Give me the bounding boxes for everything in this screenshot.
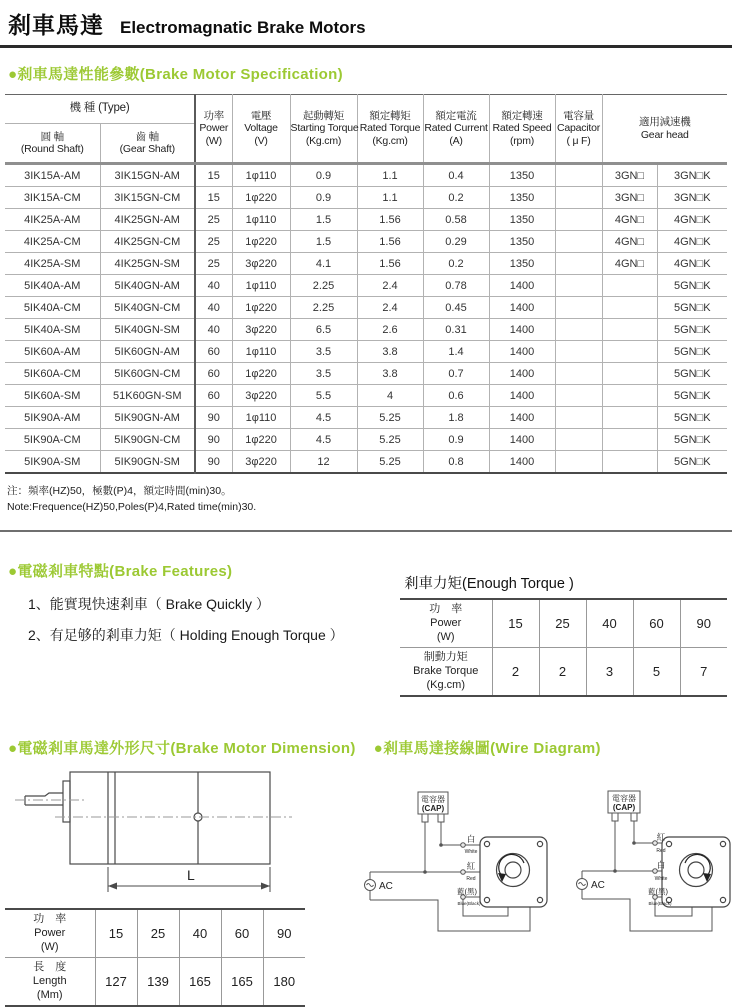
table-cell — [555, 253, 602, 275]
table-cell — [555, 275, 602, 297]
table-cell: 5.25 — [357, 451, 423, 474]
table-cell: 3 — [586, 647, 633, 696]
table-cell: 5GN□K — [657, 407, 727, 429]
table-cell: 60 — [633, 599, 680, 648]
col-header-voltage: 電壓 Voltage (V) — [232, 95, 290, 164]
table-cell — [555, 231, 602, 253]
table-row — [5, 209, 727, 231]
table-cell: 1φ110 — [232, 164, 290, 187]
row-label-brake-torque: 制動力矩 Brake Torque (Kg.cm) — [400, 647, 492, 696]
table-cell: 0.9 — [423, 429, 489, 451]
table-cell: 1350 — [489, 164, 555, 187]
table-cell: 6.5 — [290, 319, 357, 341]
table-cell: 1350 — [489, 187, 555, 209]
table-cell: 0.6 — [423, 385, 489, 407]
table-cell: 1350 — [489, 253, 555, 275]
table-cell: 1φ220 — [232, 187, 290, 209]
table-cell: 3.5 — [290, 341, 357, 363]
col-header-power: 功率 Power (W) — [195, 95, 232, 164]
table-cell: 4GN□ — [602, 209, 657, 231]
table-cell: 4IK25GN-SM — [100, 253, 195, 275]
table-cell: 3GN□K — [657, 164, 727, 187]
table-cell: 5IK90A-AM — [5, 407, 100, 429]
table-cell: 3.5 — [290, 363, 357, 385]
table-cell: 1.8 — [423, 407, 489, 429]
table-row — [5, 407, 727, 429]
table-cell: 60 — [195, 385, 232, 407]
col-header-rated-torque: 額定轉矩 Rated Torque (Kg.cm) — [357, 95, 423, 164]
ac-label: AC — [591, 879, 605, 891]
table-cell: 0.31 — [423, 319, 489, 341]
table-cell — [602, 385, 657, 407]
table-cell — [555, 341, 602, 363]
col-header-rated-current: 額定電流 Rated Current (A) — [423, 95, 489, 164]
table-cell: 139 — [137, 957, 179, 1006]
table-cell: 5.25 — [357, 429, 423, 451]
table-cell: 2 — [539, 647, 586, 696]
table-cell — [602, 407, 657, 429]
table-cell: 1400 — [489, 407, 555, 429]
table-cell: 1400 — [489, 341, 555, 363]
table-cell: 5IK60GN-AM — [100, 341, 195, 363]
table-row — [5, 957, 305, 1006]
section-heading-wire: ●剎車馬達接線圖(Wire Diagram) — [373, 739, 601, 757]
table-cell: 4IK25A-AM — [5, 209, 100, 231]
table-cell: 2.6 — [357, 319, 423, 341]
table-cell: 5IK60A-SM — [5, 385, 100, 407]
table-cell: 2.4 — [357, 275, 423, 297]
table-cell: 1φ110 — [232, 275, 290, 297]
table-cell: 5GN□K — [657, 297, 727, 319]
section-heading-dimension: ●電磁剎車馬達外形尺寸(Brake Motor Dimension) — [8, 739, 356, 757]
table-cell: 5IK40A-CM — [5, 297, 100, 319]
table-cell: 4.1 — [290, 253, 357, 275]
table-cell: 5IK90GN-CM — [100, 429, 195, 451]
col-header-rated-speed: 額定轉速 Rated Speed (rpm) — [489, 95, 555, 164]
table-cell: 5GN□K — [657, 275, 727, 297]
table-cell: 1.4 — [423, 341, 489, 363]
row-label-power: 功 率 Power (W) — [400, 599, 492, 648]
table-cell: 40 — [195, 275, 232, 297]
table-cell: 1.56 — [357, 231, 423, 253]
table-row — [5, 297, 727, 319]
table-cell — [602, 319, 657, 341]
table-cell: 1.1 — [357, 164, 423, 187]
table-cell: 3GN□ — [602, 187, 657, 209]
table-row — [5, 341, 727, 363]
table-cell: 5IK90GN-AM — [100, 407, 195, 429]
table-cell: 1350 — [489, 231, 555, 253]
table-row — [5, 187, 727, 209]
table-cell — [555, 164, 602, 187]
table-cell: 4.5 — [290, 407, 357, 429]
table-cell: 1350 — [489, 209, 555, 231]
table-row — [5, 319, 727, 341]
table-cell: 3φ220 — [232, 319, 290, 341]
table-cell: 0.2 — [423, 253, 489, 275]
cap-label-en: (CAP) — [612, 802, 636, 812]
table-cell: 1φ220 — [232, 363, 290, 385]
table-cell: 0.9 — [290, 164, 357, 187]
table-cell: 4GN□ — [602, 231, 657, 253]
row-label-power: 功 率 Power (W) — [5, 909, 95, 958]
torque-table-title: 剎車力矩(Enough Torque ) — [404, 575, 574, 592]
junction-dot — [632, 841, 636, 845]
table-cell — [555, 187, 602, 209]
table-cell: 1400 — [489, 429, 555, 451]
table-cell: 1.56 — [357, 209, 423, 231]
table-cell: 4 — [357, 385, 423, 407]
page-title-en: Electromagnatic Brake Motors — [120, 18, 366, 37]
terminal-white — [461, 842, 466, 847]
table-cell: 5GN□K — [657, 451, 727, 474]
table-cell: 90 — [195, 451, 232, 474]
table-row — [5, 275, 727, 297]
table-row — [5, 164, 727, 187]
table-cell: 5.5 — [290, 385, 357, 407]
table-cell: 1φ220 — [232, 297, 290, 319]
features-section — [0, 532, 732, 722]
table-cell: 15 — [195, 187, 232, 209]
table-cell: 40 — [179, 909, 221, 958]
table-cell: 1φ110 — [232, 407, 290, 429]
spec-table-body — [5, 164, 727, 474]
table-cell: 4GN□ — [602, 253, 657, 275]
table-cell: 25 — [195, 253, 232, 275]
table-cell: 60 — [221, 909, 263, 958]
table-cell: 25 — [195, 209, 232, 231]
table-row — [5, 451, 727, 474]
table-cell — [555, 407, 602, 429]
table-cell: 0.4 — [423, 164, 489, 187]
table-cell: 4IK25GN-AM — [100, 209, 195, 231]
note-en: Note:Frequence(HZ)50,Poles(P)4,Rated time(min)30. — [7, 501, 257, 514]
table-cell: 40 — [195, 319, 232, 341]
table-row — [400, 599, 727, 648]
table-cell: 2.4 — [357, 297, 423, 319]
cap-label-zh: 電容器 — [421, 794, 445, 804]
junction-dot — [439, 843, 443, 847]
table-cell: 4IK25A-CM — [5, 231, 100, 253]
col-header-gearhead: 適用減速機 Gear head — [602, 95, 727, 164]
table-cell: 5IK40A-SM — [5, 319, 100, 341]
table-cell: 4IK25GN-CM — [100, 231, 195, 253]
wire-label-red-zh: 紅 — [656, 831, 666, 842]
bottom-headings — [0, 722, 732, 758]
junction-dot — [613, 869, 617, 873]
table-cell — [555, 319, 602, 341]
wire-label-white-en: White — [654, 875, 668, 882]
wire-diagram-right — [552, 758, 732, 995]
table-cell: 3.8 — [357, 341, 423, 363]
table-cell: 0.58 — [423, 209, 489, 231]
table-cell: 4GN□K — [657, 253, 727, 275]
wire-label-red-en: Red — [656, 847, 666, 854]
table-cell: 4GN□K — [657, 231, 727, 253]
terminal-red — [461, 869, 466, 874]
table-cell: 5IK90GN-SM — [100, 451, 195, 474]
table-cell — [602, 275, 657, 297]
table-cell: 1φ110 — [232, 209, 290, 231]
table-cell: 5IK90A-CM — [5, 429, 100, 451]
table-cell: 1400 — [489, 275, 555, 297]
table-cell: 1.5 — [290, 209, 357, 231]
table-cell: 3IK15GN-CM — [100, 187, 195, 209]
table-cell: 1400 — [489, 297, 555, 319]
col-header-type: 機 種 (Type) — [5, 95, 195, 124]
table-cell: 1φ220 — [232, 429, 290, 451]
table-cell: 4GN□K — [657, 209, 727, 231]
table-cell: 5GN□K — [657, 363, 727, 385]
table-cell: 3φ220 — [232, 253, 290, 275]
table-cell: 1.5 — [290, 231, 357, 253]
table-cell: 5.25 — [357, 407, 423, 429]
col-header-starting-torque: 起動轉矩 Starting Torque (Kg.cm) — [290, 95, 357, 164]
table-cell — [555, 209, 602, 231]
title-rule — [0, 45, 732, 48]
table-cell: 7 — [700, 663, 708, 679]
row-label-length: 長 度 Length (Mm) — [5, 957, 95, 1006]
table-note — [7, 483, 732, 516]
table-cell: 25 — [195, 231, 232, 253]
table-cell: 2.25 — [290, 275, 357, 297]
table-cell: 0.7 — [423, 363, 489, 385]
table-cell: 5IK40A-AM — [5, 275, 100, 297]
table-cell: 0.29 — [423, 231, 489, 253]
table-cell: 165 — [221, 957, 263, 1006]
table-cell: 15 — [492, 599, 539, 648]
torque-table — [400, 598, 727, 697]
wire-label-white-zh: 白 — [466, 833, 476, 844]
table-cell: 1400 — [489, 451, 555, 474]
header-row-1 — [5, 95, 727, 124]
table-cell: 5 — [633, 647, 680, 696]
table-cell — [555, 297, 602, 319]
table-cell: 3IK15GN-AM — [100, 164, 195, 187]
table-cell: 5GN□K — [657, 385, 727, 407]
table-cell: 40 — [586, 599, 633, 648]
table-cell — [602, 297, 657, 319]
section-heading-features: ●電磁剎車特點(Brake Features) — [8, 562, 233, 580]
table-cell: 5GN□K — [657, 341, 727, 363]
table-cell — [602, 429, 657, 451]
table-cell — [602, 451, 657, 474]
table-cell: 60 — [195, 341, 232, 363]
spec-table — [5, 94, 727, 474]
table-cell: 25 — [539, 599, 586, 648]
table-cell: 5IK40GN-CM — [100, 297, 195, 319]
table-row — [5, 385, 727, 407]
table-cell — [602, 341, 657, 363]
wire-diagram-left — [330, 758, 552, 995]
cap-label-en: (CAP) — [421, 803, 445, 813]
table-row — [5, 363, 727, 385]
wire-label-blue-en: Blue(Black) — [457, 900, 481, 906]
table-cell: 3IK15A-AM — [5, 164, 100, 187]
table-cell: 2.25 — [290, 297, 357, 319]
table-cell: 5IK90A-SM — [5, 451, 100, 474]
table-row — [400, 647, 727, 696]
table-cell — [555, 429, 602, 451]
table-cell: 5GN□K — [657, 429, 727, 451]
length-table — [5, 908, 305, 1007]
col-header-capacitor: 電容量 Capacitor ( μ F) — [555, 95, 602, 164]
table-cell: 0.45 — [423, 297, 489, 319]
table-cell: 0.78 — [423, 275, 489, 297]
table-cell: 1400 — [489, 385, 555, 407]
table-cell: 60 — [195, 363, 232, 385]
table-cell: 165 — [179, 957, 221, 1006]
table-row — [5, 231, 727, 253]
section-heading-spec: ●刹車馬達性能參數(Brake Motor Specification) — [8, 66, 343, 83]
table-cell: 1.1 — [357, 187, 423, 209]
wire-label-white-zh: 白 — [656, 859, 666, 870]
table-cell: 1φ110 — [232, 341, 290, 363]
feature-item-1: 1、能實現快速剎車（ Brake Quickly ） — [28, 595, 270, 612]
motor-dimension-drawing — [5, 762, 315, 904]
table-cell: 127 — [95, 957, 137, 1006]
table-cell: 5IK60A-CM — [5, 363, 100, 385]
table-cell: 25 — [137, 909, 179, 958]
table-cell: 2 — [492, 647, 539, 696]
table-cell — [555, 385, 602, 407]
wire-label-blue-zh: 藍(黑) — [648, 886, 668, 896]
table-cell: 51K60GN-SM — [100, 385, 195, 407]
length-dim-label: L — [187, 866, 195, 883]
ac-label: AC — [379, 880, 393, 892]
table-cell: 15 — [95, 909, 137, 958]
table-cell: 90 — [263, 909, 305, 958]
note-zh: 注：頻率(HZ)50，極數(P)4，額定時間(min)30。 — [7, 485, 232, 497]
table-cell: 3GN□K — [657, 187, 727, 209]
table-cell: 1φ220 — [232, 231, 290, 253]
table-cell: 0.9 — [290, 187, 357, 209]
wire-label-blue-en: Blue(Black) — [648, 900, 672, 906]
feature-item-2: 2、有足够的剎車力矩（ Holding Enough Torque ） — [28, 626, 344, 643]
table-cell — [602, 363, 657, 385]
junction-dot — [423, 870, 427, 874]
col-header-gear-shaft: 齒 軸 (Gear Shaft) — [100, 124, 195, 164]
table-row — [5, 429, 727, 451]
table-cell: 4.5 — [290, 429, 357, 451]
table-cell: 0.8 — [423, 451, 489, 474]
table-row — [5, 909, 305, 958]
table-cell: 90 — [680, 599, 727, 648]
table-cell: 15 — [195, 164, 232, 187]
page-header — [0, 0, 732, 40]
page-title-zh: 刹車馬達 — [8, 12, 104, 38]
table-cell: 0.2 — [423, 187, 489, 209]
table-cell: 5IK40GN-AM — [100, 275, 195, 297]
table-cell: 5IK40GN-SM — [100, 319, 195, 341]
table-cell: 90 — [195, 429, 232, 451]
wire-label-white-en: White — [464, 848, 478, 855]
table-cell: 3φ220 — [232, 385, 290, 407]
table-cell: 1400 — [489, 319, 555, 341]
wire-label-blue-zh: 藍(黑) — [457, 886, 477, 896]
wire-label-red-zh: 紅 — [466, 860, 476, 871]
table-row — [5, 253, 727, 275]
table-cell: 40 — [195, 297, 232, 319]
table-cell: 3IK15A-CM — [5, 187, 100, 209]
table-cell: 3GN□ — [602, 164, 657, 187]
table-cell: 3.8 — [357, 363, 423, 385]
table-cell: 3φ220 — [232, 451, 290, 474]
wire-label-red-en: Red — [466, 875, 476, 882]
table-cell: 1.56 — [357, 253, 423, 275]
table-cell: 5IK60A-AM — [5, 341, 100, 363]
table-cell: 90 — [195, 407, 232, 429]
table-cell — [555, 363, 602, 385]
table-cell — [555, 451, 602, 474]
table-cell: 4IK25A-SM — [5, 253, 100, 275]
table-cell: 12 — [290, 451, 357, 474]
dim-arrow-right — [261, 882, 270, 889]
table-cell: 5IK60GN-CM — [100, 363, 195, 385]
table-cell: 180 — [273, 973, 296, 989]
table-cell: 5GN□K — [657, 319, 727, 341]
col-header-round-shaft: 圓 軸 (Round Shaft) — [5, 124, 100, 164]
dim-arrow-left — [108, 882, 117, 889]
table-cell: 1400 — [489, 363, 555, 385]
cap-label-zh: 電容器 — [612, 793, 636, 803]
